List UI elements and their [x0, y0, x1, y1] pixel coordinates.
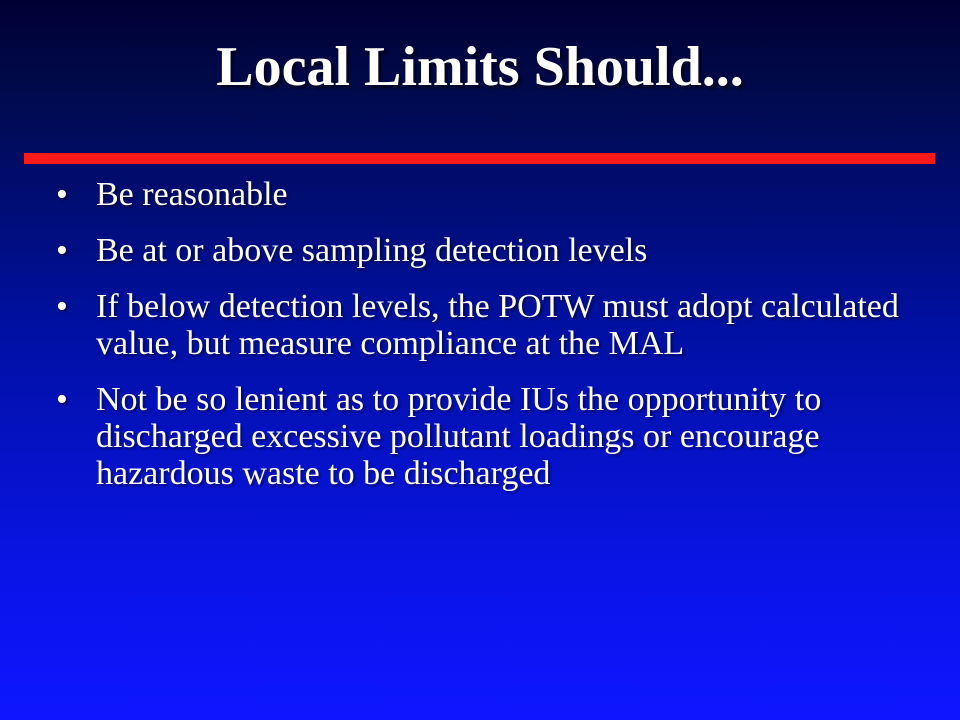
- bullet-icon: •: [56, 176, 68, 213]
- bullet-item: [56, 288, 916, 362]
- bullet-text: Be at or above sampling detection levels: [96, 232, 648, 269]
- bullet-text: If below detection levels, the POTW must adopt calculated value, but measure compliance at the MAL: [96, 288, 899, 362]
- bullet-icon: •: [56, 232, 68, 269]
- bullet-list: [56, 176, 916, 511]
- bullet-icon: •: [56, 381, 68, 418]
- slide-title: Local Limits Should...: [216, 36, 744, 98]
- bullet-text: Not be so lenient as to provide IUs the opportunity to discharged excessive pollutant loadings or encourage hazardous waste to be discharged: [96, 381, 822, 492]
- bullet-item: [56, 176, 916, 213]
- bullet-item: [56, 381, 916, 492]
- bullet-text: Be reasonable: [96, 176, 288, 213]
- title-divider: [24, 153, 935, 164]
- bullet-item: [56, 232, 916, 269]
- bullet-icon: •: [56, 288, 68, 325]
